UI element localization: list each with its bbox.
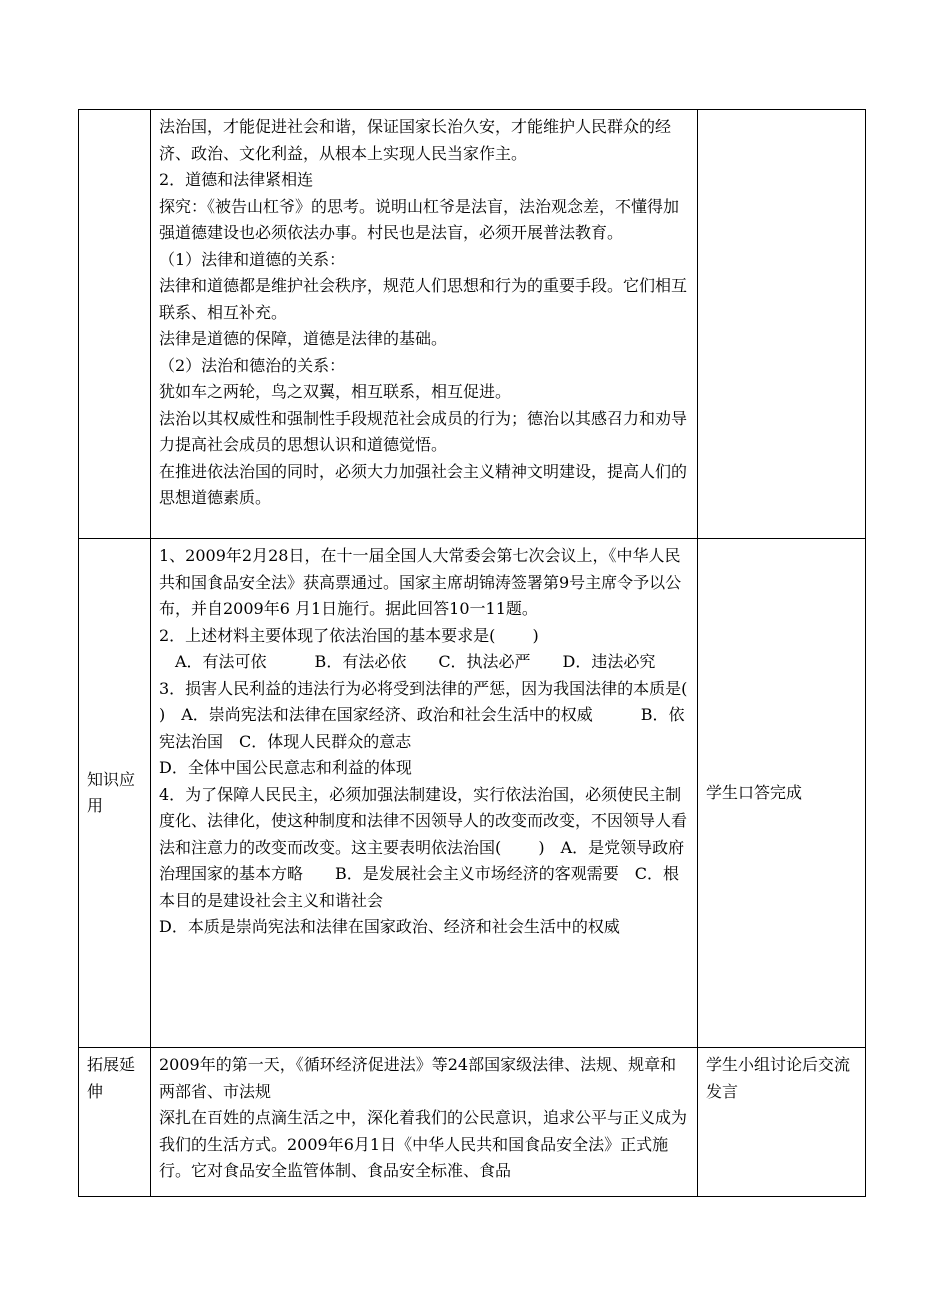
content-line: 探究：《被告山杠爷》的思考。说明山杠爷是法盲，法治观念差，不懂得加强道德建设也必须依法办事。村民也是法盲，必须开展普法教育。 bbox=[159, 196, 680, 242]
section-content bbox=[151, 1048, 698, 1197]
table-row bbox=[79, 1048, 866, 1197]
content-line: 3．损害人民利益的违法行为必将受到法律的严惩，因为我国法律的本质是( ) A．崇尚宪法和法律在国家经济、政治和社会生活中的权威 B．依宪法治国 C．体现人民群众的意志 bbox=[159, 678, 725, 751]
content-line: 在推进依法治国的同时，必须大力加强社会主义精神文明建设，提高人们的思想道德素质。 bbox=[159, 461, 688, 507]
section-label: 拓展延伸 bbox=[79, 1048, 151, 1197]
section-label: 知识应用 bbox=[79, 539, 151, 1048]
content-line: D．本质是崇尚宪法和法律在国家政治、经济和社会生活中的权威 bbox=[159, 917, 620, 936]
section-note: 学生小组讨论后交流发言 bbox=[698, 1048, 866, 1197]
content-line: （1）法律和道德的关系： bbox=[159, 249, 346, 269]
content-line: 深扎在百姓的点滴生活之中，深化着我们的公民意识，追求公平与正义成为我们的生活方式。2009年6月1日《中华人民共和国食品安全法》正式施行。它对食品安全监管体制、食品安全标准、食品 bbox=[159, 1108, 688, 1180]
section-content bbox=[151, 110, 698, 539]
content-line: 1、2009年2月28日，在十一届全国人大常委会第七次会议上，《中华人民共和国食品安全法》获高票通过。国家主席胡锦涛签署第9号主席令予以公布，并自2009年6 月1日施行。据此回答10一11题。 bbox=[159, 546, 682, 618]
section-content bbox=[151, 539, 725, 1048]
content-line: 4．为了保障人民民主，必须加强法制建设，实行依法治国，必须使民主制度化、法律化，使这种制度和法律不因领导人的改变而改变，不因领导人看法和注意力的改变而改变。这主要表明依法治国( ) A．是党领导政府治理国家的基本方略 B．是发展社会主义市场经济的客观需要 C．根本目的是建设社会主义和谐社会 bbox=[159, 784, 688, 910]
content-line: D．全体中国公民意志和利益的体现 bbox=[159, 758, 412, 777]
content-line: 法治国，才能促进社会和谐，保证国家长治久安，才能维护人民群众的经济、政治、文化利益，从根本上实现人民当家作主。 bbox=[159, 117, 672, 163]
section-note: 学生口答完成 bbox=[698, 539, 866, 1048]
table-row bbox=[79, 539, 866, 1048]
content-line: 法律和道德都是维护社会秩序，规范人们思想和行为的重要手段。它们相互联系、相互补充。 bbox=[159, 276, 688, 322]
content-line: 犹如车之两轮，鸟之双翼，相互联系，相互促进。 bbox=[159, 382, 512, 401]
content-line: 2．上述材料主要体现了依法治国的基本要求是( ) bbox=[159, 625, 539, 645]
content-line: 法律是道德的保障，道德是法律的基础。 bbox=[159, 329, 448, 348]
section-label bbox=[79, 110, 151, 539]
table-row bbox=[79, 110, 866, 539]
content-line: （2）法治和德治的关系： bbox=[159, 355, 346, 375]
content-line: A．有法可依 B．有法必依 C．执法必严 D．违法必究 bbox=[159, 652, 656, 671]
section-note bbox=[698, 110, 866, 539]
content-line: 2．道德和法律紧相连 bbox=[159, 170, 314, 189]
lesson-plan-table bbox=[78, 109, 866, 1197]
content-line: 2009年的第一天，《循环经济促进法》等24部国家级法律、法规、规章和两部省、市法规 bbox=[159, 1055, 677, 1101]
content-line: 法治以其权威性和强制性手段规范社会成员的行为；德治以其感召力和劝导力提高社会成员的思想认识和道德觉悟。 bbox=[159, 408, 688, 454]
